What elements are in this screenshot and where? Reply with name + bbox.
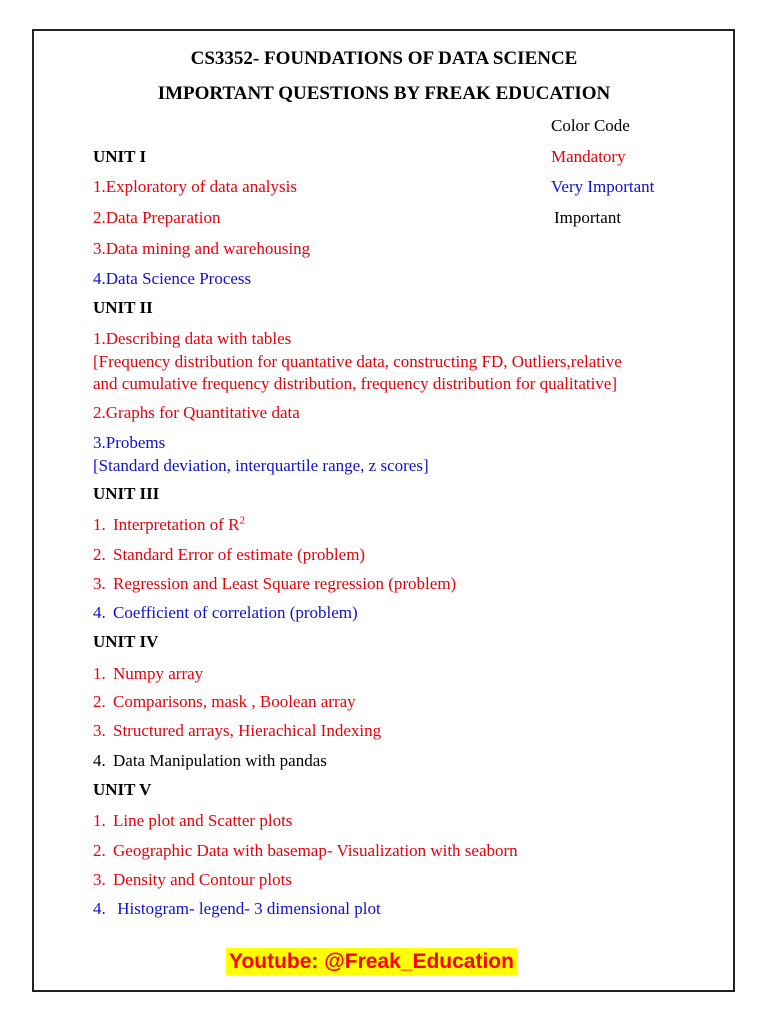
item-number: 2. <box>93 692 106 711</box>
unit-1-item: 2.Data Preparation <box>93 208 221 227</box>
unit-5-item <box>93 841 518 861</box>
unit-5-item <box>93 811 292 831</box>
item-text: Numpy array <box>113 664 204 683</box>
item-number: 1. <box>93 811 106 830</box>
item-number: 1. <box>93 515 106 534</box>
item-text: Geographic Data with basemap- Visualization with seaborn <box>113 841 518 860</box>
item-text: Standard Error of estimate (problem) <box>113 545 366 564</box>
unit-2-item-detail: [Frequency distribution for quantative data, constructing FD, Outliers,relative <box>93 352 622 371</box>
item-number: 4. <box>93 899 106 918</box>
item-text: Line plot and Scatter plots <box>113 811 293 830</box>
item-number: 4. <box>93 603 106 622</box>
item-number: 3. <box>93 721 106 740</box>
item-number: 2. <box>93 841 106 860</box>
unit-2-item: 2.Graphs for Quantitative data <box>93 403 300 422</box>
legend-mandatory: Mandatory <box>551 147 626 166</box>
unit-2-heading: UNIT II <box>93 298 153 317</box>
unit-5-item <box>93 899 381 919</box>
unit-5-heading: UNIT V <box>93 780 152 799</box>
item-text: Interpretation of R <box>113 515 240 534</box>
unit-1-item: 3.Data mining and warehousing <box>93 239 311 258</box>
youtube-channel-banner: Youtube: @Freak_Education <box>226 948 517 975</box>
item-text: Data Manipulation with pandas <box>113 751 327 770</box>
item-number: 1. <box>93 664 106 683</box>
unit-4-item <box>93 664 203 684</box>
unit-3-heading: UNIT III <box>93 484 160 503</box>
superscript: 2 <box>239 514 246 527</box>
item-number: 3. <box>93 574 106 593</box>
item-number: 3. <box>93 870 106 889</box>
item-text: Comparisons, mask , Boolean array <box>113 692 356 711</box>
unit-2-item: 1.Describing data with tables <box>93 329 292 348</box>
unit-3-item <box>93 545 365 565</box>
unit-3-item <box>93 574 456 594</box>
unit-4-item <box>93 751 327 771</box>
legend-heading: Color Code <box>551 116 630 135</box>
item-text: Coefficient of correlation (problem) <box>113 603 358 622</box>
legend-important: Important <box>554 208 622 227</box>
document-title: CS3352- FOUNDATIONS OF DATA SCIENCE <box>190 48 578 69</box>
item-text: Regression and Least Square regression (problem) <box>113 574 457 593</box>
item-number: 2. <box>93 545 106 564</box>
item-text: Histogram- legend- 3 dimensional plot <box>113 899 381 918</box>
unit-2-item: 3.Probems <box>93 433 166 452</box>
unit-1-item: 1.Exploratory of data analysis <box>93 177 297 196</box>
legend-very-important: Very Important <box>551 177 655 196</box>
unit-4-item <box>93 721 381 741</box>
item-text: Density and Contour plots <box>113 870 292 889</box>
unit-4-item <box>93 692 356 712</box>
unit-1-item: 4.Data Science Process <box>93 269 252 288</box>
unit-5-item <box>93 870 292 890</box>
unit-3-item <box>93 515 245 535</box>
item-number: 4. <box>93 751 106 770</box>
document-subtitle: IMPORTANT QUESTIONS BY FREAK EDUCATION <box>157 83 611 104</box>
unit-4-heading: UNIT IV <box>93 632 159 651</box>
unit-1-heading: UNIT I <box>93 147 147 166</box>
item-text: Structured arrays, Hierachical Indexing <box>113 721 382 740</box>
unit-2-item-detail: [Standard deviation, interquartile range, z scores] <box>93 456 429 475</box>
unit-2-item-detail: and cumulative frequency distribution, frequency distribution for qualitative] <box>93 374 618 393</box>
unit-3-item <box>93 603 358 623</box>
